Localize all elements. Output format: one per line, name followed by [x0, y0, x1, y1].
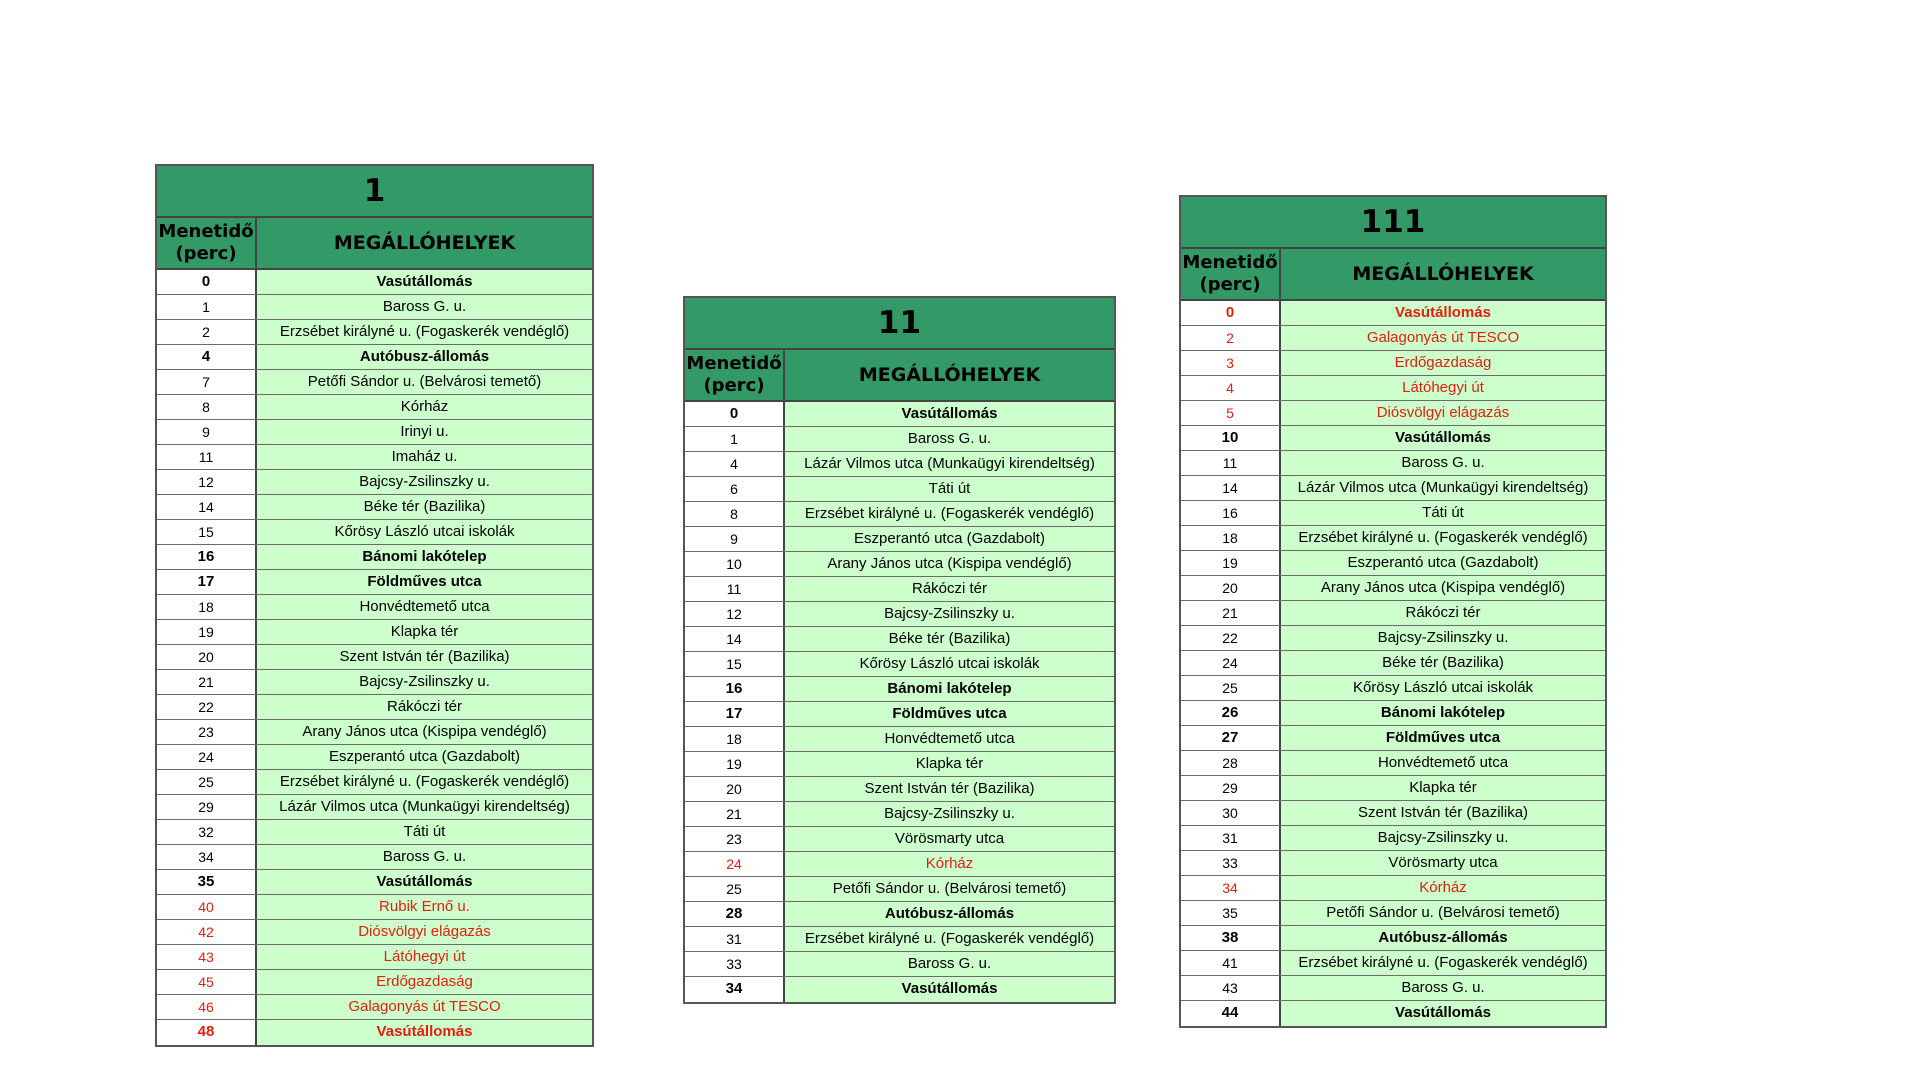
- travel-time-cell: 14: [685, 627, 785, 651]
- table-row: [157, 820, 592, 845]
- route-table-111: [1179, 195, 1607, 1028]
- stop-name-cell: Erdőgazdaság: [1281, 351, 1605, 375]
- table-row: [157, 895, 592, 920]
- table-row: [1181, 551, 1605, 576]
- table-row: [685, 477, 1114, 502]
- travel-time-cell: 27: [1181, 726, 1281, 750]
- travel-time-cell: 22: [157, 695, 257, 719]
- table-row: [157, 595, 592, 620]
- table-row: [1181, 376, 1605, 401]
- table-row: [1181, 626, 1605, 651]
- stop-name-cell: Eszperantó utca (Gazdabolt): [785, 527, 1114, 551]
- travel-time-cell: 12: [685, 602, 785, 626]
- table-row: [1181, 801, 1605, 826]
- travel-time-cell: 0: [685, 402, 785, 426]
- stop-name-cell: Rákóczi tér: [785, 577, 1114, 601]
- stop-name-cell: Látóhegyi út: [257, 945, 592, 969]
- table-row: [157, 295, 592, 320]
- stops-column-header: MEGÁLLÓHELYEK: [858, 364, 1041, 386]
- travel-time-cell: 2: [1181, 326, 1281, 350]
- time-column-header: Menetidő (perc): [1181, 249, 1281, 299]
- stop-name-cell: Táti út: [1281, 501, 1605, 525]
- stop-name-cell: Klapka tér: [1281, 776, 1605, 800]
- stop-name-cell: Erzsébet királyné u. (Fogaskerék vendéglő): [257, 770, 592, 794]
- travel-time-cell: 25: [157, 770, 257, 794]
- table-row: [1181, 576, 1605, 601]
- stop-name-cell: Honvédtemető utca: [1281, 751, 1605, 775]
- travel-time-cell: 8: [685, 502, 785, 526]
- stop-name-cell: Béke tér (Bazilika): [257, 495, 592, 519]
- table-row: [1181, 351, 1605, 376]
- table-row: [157, 570, 592, 595]
- table-row: [685, 427, 1114, 452]
- travel-time-cell: 20: [157, 645, 257, 669]
- stop-name-cell: Földműves utca: [1281, 726, 1605, 750]
- stop-name-cell: Kórház: [1281, 876, 1605, 900]
- stop-name-cell: Bánomi lakótelep: [785, 677, 1114, 701]
- travel-time-cell: 43: [1181, 976, 1281, 1000]
- travel-time-cell: 3: [1181, 351, 1281, 375]
- table-row: [1181, 476, 1605, 501]
- table-row: [685, 627, 1114, 652]
- table-row: [1181, 301, 1605, 326]
- stop-name-cell: Vasútállomás: [1281, 426, 1605, 450]
- stop-name-cell: Eszperantó utca (Gazdabolt): [1281, 551, 1605, 575]
- table-row: [157, 470, 592, 495]
- stop-name-cell: Vörösmarty utca: [1281, 851, 1605, 875]
- table-row: [685, 402, 1114, 427]
- travel-time-cell: 14: [157, 495, 257, 519]
- stop-rows: [157, 270, 592, 1045]
- table-row: [157, 695, 592, 720]
- table-row: [157, 870, 592, 895]
- stop-name-cell: Baross G. u.: [257, 295, 592, 319]
- stop-name-cell: Honvédtemető utca: [785, 727, 1114, 751]
- table-row: [157, 420, 592, 445]
- column-header-row: [685, 350, 1114, 402]
- table-row: [685, 502, 1114, 527]
- stop-name-cell: Vasútállomás: [785, 977, 1114, 1002]
- stop-name-cell: Kőrösy László utcai iskolák: [785, 652, 1114, 676]
- stop-name-cell: Táti út: [785, 477, 1114, 501]
- stop-name-cell: Galagonyás út TESCO: [257, 995, 592, 1019]
- travel-time-cell: 16: [157, 545, 257, 569]
- table-row: [157, 345, 592, 370]
- table-row: [1181, 326, 1605, 351]
- travel-time-cell: 23: [157, 720, 257, 744]
- table-row: [685, 752, 1114, 777]
- travel-time-cell: 23: [685, 827, 785, 851]
- travel-time-cell: 29: [157, 795, 257, 819]
- table-row: [1181, 451, 1605, 476]
- table-row: [157, 545, 592, 570]
- stop-name-cell: Baross G. u.: [257, 845, 592, 869]
- table-row: [157, 995, 592, 1020]
- table-row: [685, 702, 1114, 727]
- table-row: [685, 777, 1114, 802]
- stop-name-cell: Imaház u.: [257, 445, 592, 469]
- time-column-header: Menetidő (perc): [685, 350, 785, 400]
- stop-name-cell: Szent István tér (Bazilika): [257, 645, 592, 669]
- stop-rows: [685, 402, 1114, 1002]
- stop-name-cell: Arany János utca (Kispipa vendéglő): [785, 552, 1114, 576]
- table-row: [685, 902, 1114, 927]
- stop-name-cell: Arany János utca (Kispipa vendéglő): [257, 720, 592, 744]
- travel-time-cell: 33: [1181, 851, 1281, 875]
- table-row: [157, 770, 592, 795]
- table-row: [1181, 901, 1605, 926]
- stop-name-cell: Vasútállomás: [257, 270, 592, 294]
- travel-time-cell: 6: [685, 477, 785, 501]
- stop-name-cell: Vasútállomás: [785, 402, 1114, 426]
- table-row: [1181, 676, 1605, 701]
- stop-name-cell: Erzsébet királyné u. (Fogaskerék vendéglő): [1281, 951, 1605, 975]
- stop-name-cell: Vasútállomás: [257, 1020, 592, 1045]
- travel-time-cell: 0: [157, 270, 257, 294]
- travel-time-cell: 10: [685, 552, 785, 576]
- travel-time-cell: 22: [1181, 626, 1281, 650]
- stop-name-cell: Baross G. u.: [1281, 451, 1605, 475]
- table-row: [1181, 726, 1605, 751]
- travel-time-cell: 34: [1181, 876, 1281, 900]
- table-row: [1181, 926, 1605, 951]
- stop-name-cell: Baross G. u.: [1281, 976, 1605, 1000]
- stop-name-cell: Erdőgazdaság: [257, 970, 592, 994]
- travel-time-cell: 1: [685, 427, 785, 451]
- stop-name-cell: Béke tér (Bazilika): [1281, 651, 1605, 675]
- stop-name-cell: Diósvölgyi elágazás: [1281, 401, 1605, 425]
- route-number: 111: [1181, 197, 1605, 249]
- table-row: [685, 652, 1114, 677]
- table-row: [157, 270, 592, 295]
- travel-time-cell: 32: [157, 820, 257, 844]
- stops-column-header: MEGÁLLÓHELYEK: [333, 232, 516, 254]
- table-row: [685, 677, 1114, 702]
- table-row: [1181, 951, 1605, 976]
- travel-time-cell: 21: [1181, 601, 1281, 625]
- stop-name-cell: Petőfi Sándor u. (Belvárosi temető): [1281, 901, 1605, 925]
- travel-time-cell: 31: [1181, 826, 1281, 850]
- route-table-11: [683, 296, 1116, 1004]
- table-row: [157, 320, 592, 345]
- stop-name-cell: Kórház: [257, 395, 592, 419]
- table-row: [157, 920, 592, 945]
- stop-name-cell: Béke tér (Bazilika): [785, 627, 1114, 651]
- stop-name-cell: Vasútállomás: [1281, 301, 1605, 325]
- stop-name-cell: Látóhegyi út: [1281, 376, 1605, 400]
- travel-time-cell: 24: [157, 745, 257, 769]
- table-row: [1181, 651, 1605, 676]
- table-row: [685, 877, 1114, 902]
- travel-time-cell: 18: [1181, 526, 1281, 550]
- travel-time-cell: 31: [685, 927, 785, 951]
- travel-time-cell: 11: [685, 577, 785, 601]
- stop-name-cell: Bajcsy-Zsilinszky u.: [785, 802, 1114, 826]
- stop-name-cell: Földműves utca: [785, 702, 1114, 726]
- stop-name-cell: Bajcsy-Zsilinszky u.: [257, 670, 592, 694]
- table-row: [157, 1020, 592, 1045]
- stop-rows: [1181, 301, 1605, 1026]
- travel-time-cell: 15: [157, 520, 257, 544]
- travel-time-cell: 10: [1181, 426, 1281, 450]
- travel-time-cell: 40: [157, 895, 257, 919]
- travel-time-cell: 43: [157, 945, 257, 969]
- travel-time-cell: 16: [685, 677, 785, 701]
- travel-time-cell: 28: [685, 902, 785, 926]
- travel-time-cell: 24: [685, 852, 785, 876]
- travel-time-cell: 16: [1181, 501, 1281, 525]
- table-row: [1181, 601, 1605, 626]
- travel-time-cell: 41: [1181, 951, 1281, 975]
- table-row: [157, 795, 592, 820]
- table-row: [685, 952, 1114, 977]
- stop-name-cell: Baross G. u.: [785, 427, 1114, 451]
- table-row: [157, 645, 592, 670]
- table-row: [685, 577, 1114, 602]
- travel-time-cell: 17: [157, 570, 257, 594]
- stop-name-cell: Földműves utca: [257, 570, 592, 594]
- table-row: [157, 620, 592, 645]
- travel-time-cell: 14: [1181, 476, 1281, 500]
- stop-name-cell: Irinyi u.: [257, 420, 592, 444]
- table-row: [1181, 776, 1605, 801]
- stop-name-cell: Lázár Vilmos utca (Munkaügyi kirendeltség): [785, 452, 1114, 476]
- stop-name-cell: Vörösmarty utca: [785, 827, 1114, 851]
- table-row: [157, 720, 592, 745]
- stop-name-cell: Bajcsy-Zsilinszky u.: [1281, 826, 1605, 850]
- stop-name-cell: Bánomi lakótelep: [1281, 701, 1605, 725]
- travel-time-cell: 38: [1181, 926, 1281, 950]
- travel-time-cell: 48: [157, 1020, 257, 1045]
- travel-time-cell: 30: [1181, 801, 1281, 825]
- stop-name-cell: Kőrösy László utcai iskolák: [1281, 676, 1605, 700]
- travel-time-cell: 19: [1181, 551, 1281, 575]
- travel-time-cell: 42: [157, 920, 257, 944]
- stop-name-cell: Autóbusz-állomás: [1281, 926, 1605, 950]
- stop-name-cell: Klapka tér: [257, 620, 592, 644]
- table-row: [1181, 401, 1605, 426]
- table-row: [157, 495, 592, 520]
- stop-name-cell: Rákóczi tér: [1281, 601, 1605, 625]
- stop-name-cell: Galagonyás út TESCO: [1281, 326, 1605, 350]
- travel-time-cell: 34: [685, 977, 785, 1002]
- travel-time-cell: 46: [157, 995, 257, 1019]
- travel-time-cell: 9: [685, 527, 785, 551]
- stops-column-header: MEGÁLLÓHELYEK: [1352, 263, 1534, 285]
- travel-time-cell: 29: [1181, 776, 1281, 800]
- travel-time-cell: 18: [157, 595, 257, 619]
- time-column-header: Menetidő (perc): [157, 218, 257, 268]
- travel-time-cell: 15: [685, 652, 785, 676]
- travel-time-cell: 11: [157, 445, 257, 469]
- stop-name-cell: Bajcsy-Zsilinszky u.: [785, 602, 1114, 626]
- stop-name-cell: Petőfi Sándor u. (Belvárosi temető): [257, 370, 592, 394]
- travel-time-cell: 21: [157, 670, 257, 694]
- stop-name-cell: Petőfi Sándor u. (Belvárosi temető): [785, 877, 1114, 901]
- travel-time-cell: 19: [157, 620, 257, 644]
- travel-time-cell: 44: [1181, 1001, 1281, 1026]
- table-row: [685, 527, 1114, 552]
- travel-time-cell: 17: [685, 702, 785, 726]
- table-row: [685, 827, 1114, 852]
- route-number: 1: [157, 166, 592, 218]
- stop-name-cell: Diósvölgyi elágazás: [257, 920, 592, 944]
- stop-name-cell: Autóbusz-állomás: [257, 345, 592, 369]
- travel-time-cell: 8: [157, 395, 257, 419]
- travel-time-cell: 1: [157, 295, 257, 319]
- table-row: [685, 977, 1114, 1002]
- table-row: [685, 727, 1114, 752]
- table-row: [157, 670, 592, 695]
- table-row: [157, 520, 592, 545]
- table-row: [157, 370, 592, 395]
- travel-time-cell: 21: [685, 802, 785, 826]
- travel-time-cell: 12: [157, 470, 257, 494]
- table-row: [1181, 851, 1605, 876]
- route-number: 11: [685, 298, 1114, 350]
- table-row: [685, 452, 1114, 477]
- table-row: [685, 927, 1114, 952]
- table-row: [1181, 426, 1605, 451]
- column-header-row: [157, 218, 592, 270]
- stop-name-cell: Eszperantó utca (Gazdabolt): [257, 745, 592, 769]
- table-row: [685, 802, 1114, 827]
- stop-name-cell: Rubik Ernő u.: [257, 895, 592, 919]
- stop-name-cell: Klapka tér: [785, 752, 1114, 776]
- table-row: [1181, 876, 1605, 901]
- travel-time-cell: 0: [1181, 301, 1281, 325]
- stop-name-cell: Rákóczi tér: [257, 695, 592, 719]
- stop-name-cell: Kórház: [785, 852, 1114, 876]
- table-row: [1181, 526, 1605, 551]
- travel-time-cell: 11: [1181, 451, 1281, 475]
- travel-time-cell: 35: [1181, 901, 1281, 925]
- travel-time-cell: 5: [1181, 401, 1281, 425]
- table-row: [157, 945, 592, 970]
- stop-name-cell: Arany János utca (Kispipa vendéglő): [1281, 576, 1605, 600]
- column-header-row: [1181, 249, 1605, 301]
- table-row: [685, 852, 1114, 877]
- travel-time-cell: 25: [1181, 676, 1281, 700]
- stop-name-cell: Baross G. u.: [785, 952, 1114, 976]
- stop-name-cell: Lázár Vilmos utca (Munkaügyi kirendeltség): [1281, 476, 1605, 500]
- travel-time-cell: 24: [1181, 651, 1281, 675]
- table-row: [1181, 1001, 1605, 1026]
- stop-name-cell: Erzsébet királyné u. (Fogaskerék vendéglő): [785, 927, 1114, 951]
- stop-name-cell: Erzsébet királyné u. (Fogaskerék vendéglő): [1281, 526, 1605, 550]
- travel-time-cell: 4: [1181, 376, 1281, 400]
- travel-time-cell: 28: [1181, 751, 1281, 775]
- table-row: [1181, 976, 1605, 1001]
- table-row: [157, 445, 592, 470]
- stop-name-cell: Autóbusz-állomás: [785, 902, 1114, 926]
- travel-time-cell: 26: [1181, 701, 1281, 725]
- table-row: [157, 970, 592, 995]
- travel-time-cell: 2: [157, 320, 257, 344]
- stop-name-cell: Erzsébet királyné u. (Fogaskerék vendéglő): [785, 502, 1114, 526]
- table-row: [157, 395, 592, 420]
- table-row: [685, 552, 1114, 577]
- travel-time-cell: 19: [685, 752, 785, 776]
- stop-name-cell: Bajcsy-Zsilinszky u.: [1281, 626, 1605, 650]
- stop-name-cell: Lázár Vilmos utca (Munkaügyi kirendeltség): [257, 795, 592, 819]
- table-row: [157, 845, 592, 870]
- stop-name-cell: Bánomi lakótelep: [257, 545, 592, 569]
- travel-time-cell: 45: [157, 970, 257, 994]
- travel-time-cell: 35: [157, 870, 257, 894]
- stop-name-cell: Vasútállomás: [1281, 1001, 1605, 1026]
- travel-time-cell: 18: [685, 727, 785, 751]
- stop-name-cell: Vasútállomás: [257, 870, 592, 894]
- table-row: [157, 745, 592, 770]
- table-row: [1181, 701, 1605, 726]
- stop-name-cell: Kőrösy László utcai iskolák: [257, 520, 592, 544]
- table-row: [1181, 826, 1605, 851]
- travel-time-cell: 33: [685, 952, 785, 976]
- stop-name-cell: Táti út: [257, 820, 592, 844]
- travel-time-cell: 9: [157, 420, 257, 444]
- route-table-1: [155, 164, 594, 1047]
- stop-name-cell: Szent István tér (Bazilika): [785, 777, 1114, 801]
- stop-name-cell: Bajcsy-Zsilinszky u.: [257, 470, 592, 494]
- travel-time-cell: 34: [157, 845, 257, 869]
- table-row: [1181, 751, 1605, 776]
- travel-time-cell: 4: [157, 345, 257, 369]
- table-row: [1181, 501, 1605, 526]
- travel-time-cell: 7: [157, 370, 257, 394]
- stop-name-cell: Erzsébet királyné u. (Fogaskerék vendéglő): [257, 320, 592, 344]
- travel-time-cell: 25: [685, 877, 785, 901]
- travel-time-cell: 20: [1181, 576, 1281, 600]
- stop-name-cell: Honvédtemető utca: [257, 595, 592, 619]
- stop-name-cell: Szent István tér (Bazilika): [1281, 801, 1605, 825]
- table-row: [685, 602, 1114, 627]
- travel-time-cell: 4: [685, 452, 785, 476]
- travel-time-cell: 20: [685, 777, 785, 801]
